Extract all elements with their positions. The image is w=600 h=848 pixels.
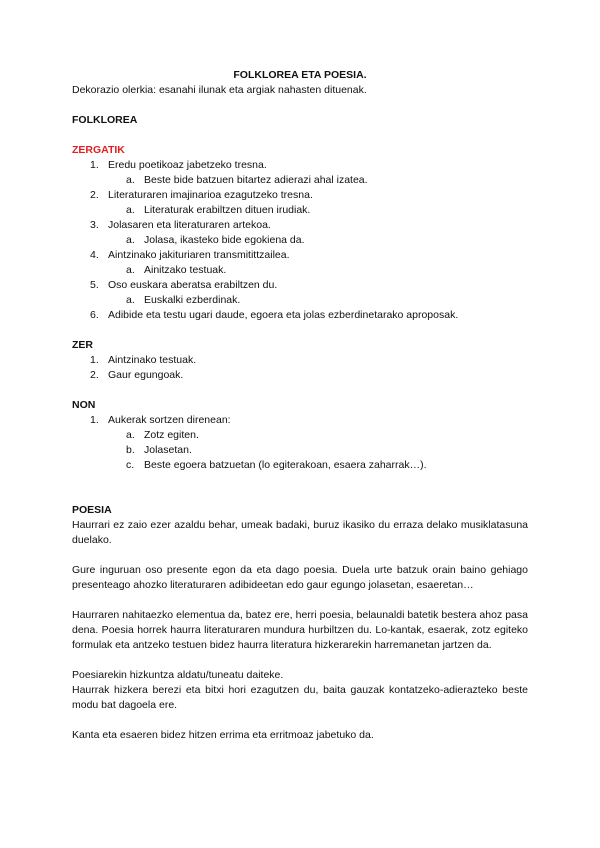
sub-list-item: a. Jolasa, ikasteko bide egokiena da.: [126, 234, 305, 246]
list-item: 1. Aintzinako testuak.: [90, 354, 197, 366]
zer-heading: ZER: [72, 339, 93, 351]
poesia-paragraph-4a: Poesiarekin hizkuntza aldatu/tuneatu daiteke.: [72, 669, 284, 681]
poesia-heading: POESIA: [72, 504, 112, 516]
document-title: FOLKLOREA ETA POESIA.: [233, 69, 367, 81]
zergatik-heading: ZERGATIK: [72, 144, 125, 156]
sub-list-item: a. Zotz egiten.: [126, 429, 199, 441]
non-list: [72, 413, 528, 473]
poesia-paragraph-3: Haurraren nahitaezko elementua da, batez ere, herri poesia, belaunaldi batetik bestera ahoz pasa dena. Poesia horrek haurra literaturaren mundura hurbiltzen du. Lo-kantak, esaerak, zotz egiteko formulak eta antzeko testuen bidez haurra literatura hizkerarekin harremanetan jartzen da.: [72, 609, 528, 651]
folklorea-heading: FOLKLOREA: [72, 114, 138, 126]
poesia-paragraph-4b: Haurrak hizkera berezi eta bitxi hori ezagutzen du, baita gauzak kontatzeko-adierazteko beste modu bat dagoela ere.: [72, 684, 528, 711]
sub-list-item: c. Beste egoera batzuetan (lo egiterakoan, esaera zaharrak…).: [126, 459, 427, 471]
poesia-paragraph-2: Gure inguruan oso presente egon da eta dago poesia. Duela urte batzuk orain baino gehiago presenteago ahozko literaturaren adibideetan edo gaur egungo jolasetan, esaeretan…: [72, 564, 528, 591]
list-item: 4. Aintzinako jakituriaren transmitittzailea.: [90, 249, 290, 261]
document-page: [72, 68, 528, 743]
zer-list: [72, 353, 528, 383]
list-item: 2. Gaur egungoak.: [90, 369, 184, 381]
non-heading: NON: [72, 399, 96, 411]
poesia-paragraph-1: Haurrari ez zaio ezer azaldu behar, umeak badaki, buruz ikasiko du erraza delako musiklatasuna duelako.: [72, 519, 528, 546]
sub-list-item: b. Jolasetan.: [126, 444, 192, 456]
list-item: 3. Jolasaren eta literaturaren artekoa.: [90, 219, 271, 231]
list-item: 5. Oso euskara aberatsa erabiltzen du.: [90, 279, 278, 291]
list-item: 6. Adibide eta testu ugari daude, egoera eta jolas ezberdinetarako aproposak.: [90, 309, 459, 321]
sub-list-item: a. Euskalki ezberdinak.: [126, 294, 241, 306]
list-item: 2. Literaturaren imajinarioa ezagutzeko tresna.: [90, 189, 313, 201]
list-item: 1. Aukerak sortzen direnean:: [90, 414, 231, 426]
sub-list-item: a. Beste bide batzuen bitartez adierazi ahal izatea.: [126, 174, 368, 186]
poesia-paragraph-5: Kanta eta esaeren bidez hitzen errima eta erritmoaz jabetuko da.: [72, 729, 374, 741]
sub-list-item: a. Ainitzako testuak.: [126, 264, 227, 276]
sub-list-item: a. Literaturak erabiltzen dituen irudiak.: [126, 204, 311, 216]
document-subtitle: Dekorazio olerkia: esanahi ilunak eta argiak nahasten dituenak.: [72, 84, 367, 96]
list-item: 1. Eredu poetikoaz jabetzeko tresna.: [90, 159, 267, 171]
zergatik-list: [72, 158, 528, 323]
